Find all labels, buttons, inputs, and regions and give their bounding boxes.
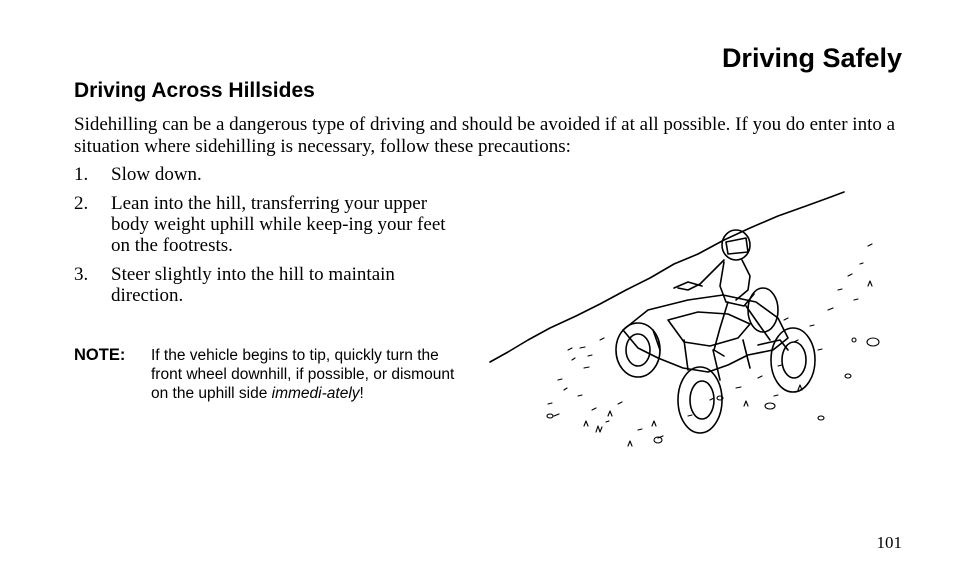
list-item-number: 3. xyxy=(74,264,89,285)
precautions-list xyxy=(74,164,459,314)
hillside-outline xyxy=(490,192,844,362)
atv-sidehill-illustration xyxy=(488,190,888,460)
section-heading: Driving Across Hillsides xyxy=(74,79,315,102)
page-number: 101 xyxy=(876,533,902,552)
note-label: NOTE: xyxy=(74,346,126,364)
rider xyxy=(674,230,770,356)
list-item xyxy=(74,164,459,185)
note-text: If the vehicle begins to tip, quickly turn the front wheel downhill, if possible, or dismount on the uphill side xyxy=(151,347,455,402)
note-emphasis: immedi-ately xyxy=(271,385,360,402)
front-wheel-bottom xyxy=(678,367,722,433)
note-end: ! xyxy=(359,385,364,402)
front-wheel-right xyxy=(771,328,815,392)
list-item xyxy=(74,264,459,306)
list-item-text: Steer slightly into the hill to maintain direction. xyxy=(111,264,395,306)
note-block xyxy=(74,346,464,403)
list-item-number: 2. xyxy=(74,193,89,214)
list-item xyxy=(74,193,459,256)
page-title: Driving Safely xyxy=(721,43,902,73)
list-item-text: Lean into the hill, transferring your upper body weight uphill while keep-ing your feet on the footrests. xyxy=(111,193,446,256)
note-body xyxy=(151,346,464,403)
intro-paragraph: Sidehilling can be a dangerous type of driving and should be avoided if at all possible. If you do enter into a situation where sidehilling is necessary, follow these precautions: xyxy=(74,114,896,157)
list-item-text: Slow down. xyxy=(111,164,202,185)
list-item-number: 1. xyxy=(74,164,89,185)
